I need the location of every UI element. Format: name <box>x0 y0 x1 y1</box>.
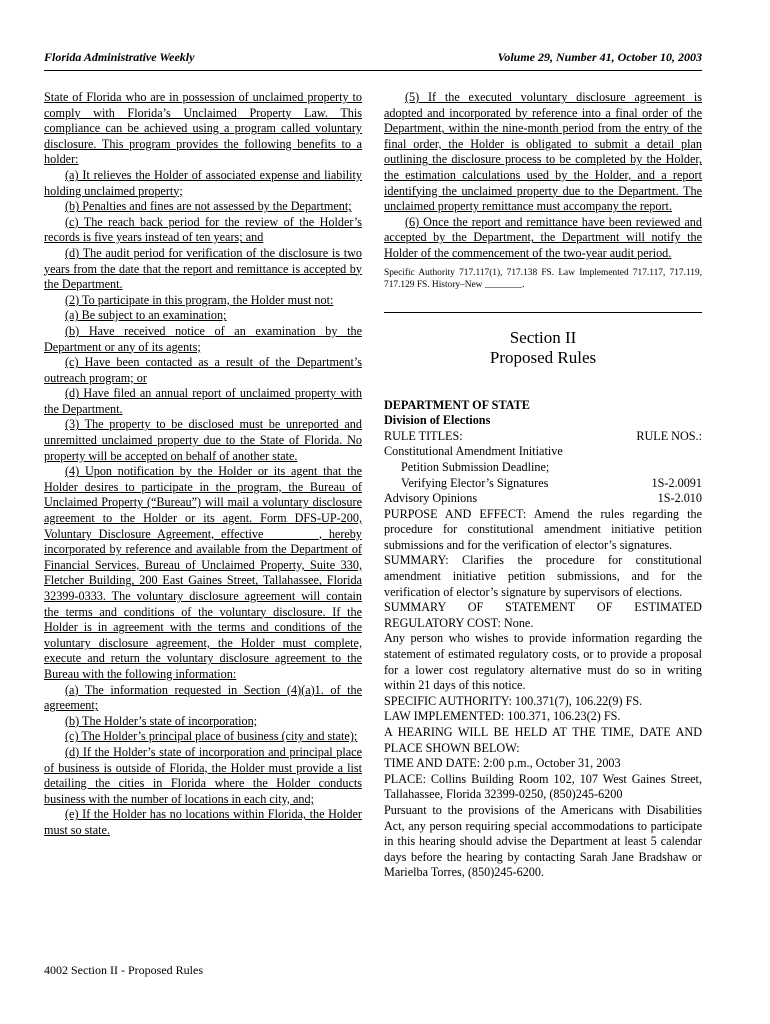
authority-note: Specific Authority 717.117(1), 717.138 FS. Law Implemented 717.117, 717.119, 717.129 FS. History–New ________. <box>384 267 702 290</box>
paragraph-2b: (b) Have received notice of an examination by the Department or any of its agents; <box>44 323 362 354</box>
publication-title: Florida Administrative Weekly <box>44 50 195 64</box>
paragraph-4: (4) Upon notification by the Holder or its agent that the Holder desires to participate in the program, the Bureau of Unclaimed Property (“Bureau”) will mail a voluntary disclosure agreement to the Holder or its agent. Form DFS-UP-200, Voluntary Disclosure Agreement, effective ________, hereby incorporated by reference and available from the Department of Financial Services, Bureau of Unclaimed Property, Suite 330, Fletcher Building, 200 East Gaines Street, Tallahassee, Florida 32399-0333. The voluntary disclosure agreement will contain the terms and conditions of the voluntary disclosure. If the Holder is in agreement with the terms and conditions of the voluntary disclosure agreement, the Holder must complete, execute and return the voluntary disclosure agreement to the Bureau with the following information: <box>44 464 362 681</box>
section-divider <box>384 312 702 313</box>
department-heading: DEPARTMENT OF STATE <box>384 397 530 412</box>
rule-number-2: 1S-2.010 <box>657 491 702 506</box>
header-rule <box>44 70 702 71</box>
rule-sub1: Petition Submission Deadline; <box>401 459 550 474</box>
paragraph-4c: (c) The Holder’s principal place of business (city and state); <box>65 729 358 744</box>
paragraph-4b: (b) The Holder’s state of incorporation; <box>65 713 258 728</box>
rule-number-1: 1S-2.0091 <box>651 475 702 490</box>
paragraph-2c: (c) Have been contacted as a result of the Department’s outreach program; or <box>44 355 362 385</box>
rule-row-1 <box>384 476 702 492</box>
hearing-time-date: TIME AND DATE: 2:00 p.m., October 31, 2003 <box>384 756 621 771</box>
rule-title-main: Constitutional Amendment Initiative <box>384 444 563 459</box>
public-comment: Any person who wishes to provide information regarding the statement of estimated regulatory costs, or to provide a proposal for a lower cost regulatory alternative must do so in writing within 21 days of this notice. <box>384 631 702 693</box>
paragraph-3: (3) The property to be disclosed must be unreported and unremitted unclaimed property due to the State of Florida. No property will be accepted on behalf of another state. <box>44 417 362 463</box>
left-column <box>44 90 362 839</box>
rule-titles-label: RULE TITLES: <box>384 428 463 443</box>
paragraph-1d: (d) The audit period for verification of the disclosure is two years from the date that the report and remittance is accepted by the Department. <box>44 245 362 292</box>
regulatory-cost: SUMMARY OF STATEMENT OF ESTIMATED REGULATORY COST: None. <box>384 600 702 630</box>
hearing-place: PLACE: Collins Building Room 102, 107 West Gaines Street, Tallahassee, Florida 32399-0250, (850)245-6200 <box>384 771 702 802</box>
rule-title-2: Advisory Opinions <box>384 491 478 506</box>
paragraph-2a: (a) Be subject to an examination; <box>65 308 227 323</box>
paragraph-1c: (c) The reach back period for the review of the Holder’s records is five years instead of ten years; and <box>44 214 362 245</box>
law-implemented: LAW IMPLEMENTED: 100.371, 106.23(2) FS. <box>384 709 621 724</box>
section-subtitle: Proposed Rules <box>489 347 597 367</box>
rule-sub2: Verifying Elector’s Signatures <box>401 475 549 490</box>
right-column <box>384 90 702 881</box>
issue-info: Volume 29, Number 41, October 10, 2003 <box>497 50 702 64</box>
paragraph-4e: (e) If the Holder has no locations within Florida, the Holder must so state. <box>44 807 362 837</box>
ada-notice: Pursuant to the provisions of the Americans with Disabilities Act, any person requiring special accommodations to participate in this hearing should advise the Department at least 5 calendar days before the hearing by contacting Sarah Jane Bradshaw or Marielba Torres, (850)245-6200. <box>384 802 702 880</box>
paragraph-1b: (b) Penalties and fines are not assessed by the Department; <box>65 199 352 214</box>
section-title: Section II <box>509 327 577 347</box>
paragraph-2: (2) To participate in this program, the Holder must not: <box>65 292 334 307</box>
paragraph-1a: (a) It relieves the Holder of associated expense and liability holding unclaimed property; <box>44 167 362 198</box>
paragraph-6: (6) Once the report and remittance have been reviewed and accepted by the Department, the Department will notify the Holder of the commencement of the two-year audit period. <box>384 214 702 260</box>
running-header <box>44 50 702 68</box>
specific-authority: SPECIFIC AUTHORITY: 100.371(7), 106.22(9) FS. <box>384 693 643 708</box>
paragraph-intro: State of Florida who are in possession of unclaimed property to comply with Florida’s Unclaimed Property Law. This compliance can be achieved using a program called voluntary disclosure. This program provides the following benefits to a holder: <box>44 90 362 167</box>
page-footer: 4002 Section II - Proposed Rules <box>44 963 203 977</box>
division-heading: Division of Elections <box>384 413 491 428</box>
paragraph-4d: (d) If the Holder’s state of incorporation and principal place of business is outside of Florida, the Holder must provide a list detailing the cities in Florida where the Holder conducts business with the number of locations in each city, and; <box>44 744 362 806</box>
paragraph-5: (5) If the executed voluntary disclosure agreement is adopted and incorporated by reference into a final order of the Department, within the nine-month period from the entry of the final order, the Holder is obligated to submit a detail plan outlining the disclosure process to be completed by the Holder, the estimation calculations used by the Holder, and a report identifying the unclaimed property due to the Department. The unclaimed property remittance must accompany the report. <box>384 90 702 214</box>
purpose-effect: PURPOSE AND EFFECT: Amend the rules regarding the procedure for constitutional amendment initiative petition submissions and for the verification of elector’s signatures. <box>384 506 702 552</box>
paragraph-2d: (d) Have filed an annual report of unclaimed property with the Department. <box>44 386 362 416</box>
rule-nos-label: RULE NOS.: <box>636 428 702 443</box>
paragraph-4a: (a) The information requested in Section (4)(a)1. of the agreement; <box>44 682 362 713</box>
summary: SUMMARY: Clarifies the procedure for constitutional amendment initiative petition submissions, and for the verification of elector’s signature by supervisors of elections. <box>384 553 702 599</box>
rule-row-2 <box>384 491 702 507</box>
hearing-notice: A HEARING WILL BE HELD AT THE TIME, DATE AND PLACE SHOWN BELOW: <box>384 725 702 755</box>
rule-titles-header <box>384 429 702 445</box>
